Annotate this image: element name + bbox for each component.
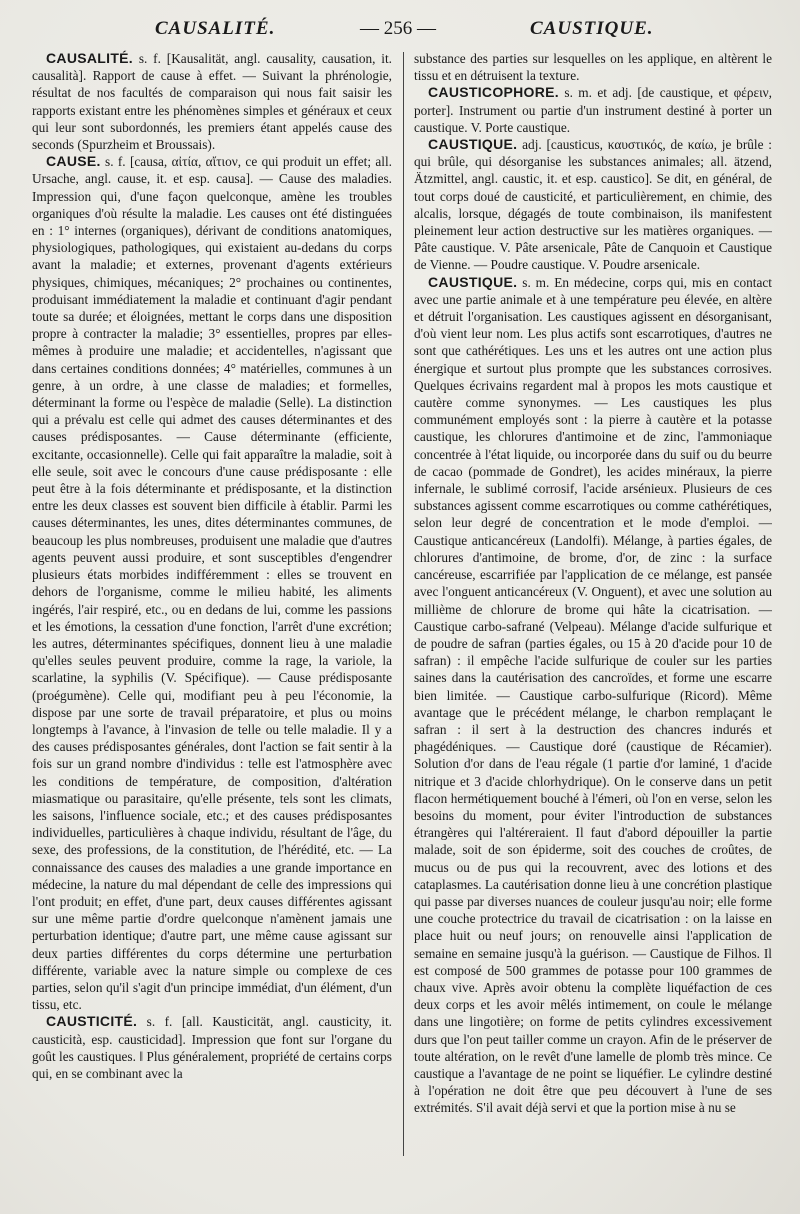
entry-text: s. m. En médecine, corps qui, mis en contact avec une partie animale et à une température peu élevée, en altère et détruit l'organisation. Les caustiques agissent en désorganisant, d'où vient leur nom. Les plus actifs sont escarrotiques, d'autres ne sont que cathérétiques. Les uns et les autres ont une action plus énergique et surtout plus prompte que les substances corrosives. Quelques écrivains regardent mal à propos les mots caustique et cautère comme synonymes. — Les caustiques les plus communément employés sont : la pierre à cautère et la potasse caustique, les chlorures d'antimoine et de zinc, l'ammoniaque concentrée à l'état liquide, ou incorporée dans du suif ou du beurre de cacao (pommade de Gondret), les acides minéraux, la pierre infernale, le sublimé corrosif, l'acide arsénieux. Plusieurs de ces substances agissent comme escarrotiques ou comme cathérétiques, selon leur degré de concentration et le mode d'emploi. — Caustique anticancéreux (Landolfi). Mélange, à parties égales, de chlorures d'antimoine, de brome, d'or, de zinc : la surface cancéreuse, escarrifiée par l'application de ce mélange, est pansée avec l'onguent anticancéreux (V. Onguent), et avec une solution au millième de chlorure de brome qui hâte la cicatrisation. — Caustique carbo-safrané (Velpeau). Mélange d'acide sulfurique et de poudre de safran (parties égales, ou 15 à 20 d'acide pour 10 de safran) : il empêche l'acide sulfurique de couler sur les parties saines dans la cautérisation des cancroïdes, et forme une escarre bien limitée. — Caustique carbo-sulfurique (Ricord). Même avantage que le précédent mélange, le charbon remplaçant le safran : il sert à la destruction des chancres indurés et phagédéniques. — Caustique doré (caustique de Récamier). Solution d'or dans de l'eau régale (1 partie d'or laminé, 1 d'acide nitrique et 3 d'acide chlorhydrique). On le conserve dans un petit flacon hermétiquement bouché à l'émeri, où l'on en verse, selon les besoins du moment, pour éviter l'introduction de substances étrangères qui l'altéreraient. Il faut d'abord dépouiller la partie malade, soit de son épiderme, soit des couches de croûtes, de mucus ou de pus qui la recouvrent, avec des lotions et des cataplasmes. La cautérisation donne lieu à une concrétion plastique qui passe par diverses nuances de couleur jusqu'au noir; elle forme une couche protectrice du travail de cicatrisation : on la laisse en place huit ou neuf jours; on renouvelle ainsi l'application de semaine en semaine jusqu'à la guérison. — Caustique de Filhos. Il est composé de 500 grammes de potasse pour 100 grammes de chaux vive. Après avoir obtenu la complète liquéfaction de ces deux corps et les avoir mêlés intimement, on coule le mélange dans une lingotière; on forme de petits cylindres excessivement durs que l'on peut tailler comme un crayon. Afin de le préserver de toute altération, on le revêt d'une lamelle de plomb très mince. Ce caustique a l'avantage de ne point se liquéfier. Le cylindre destiné à l'opération ne doit être que peu découvert à l'une de ses extrémités. S'il avait déjà servi et que la portion mise à nu se: [414, 274, 772, 1116]
column-divider: [403, 52, 404, 1156]
running-head-right: CAUSTIQUE.: [530, 18, 654, 39]
headword: CAUSTIQUE.: [428, 273, 518, 290]
entry-caustique-adj: [414, 136, 772, 274]
entry-text: s. f. [causa, αἰτία, αἴτιον, ce qui produit un effet; all. Ursache, angl. cause, it. et esp. causa]. — Cause des maladies. Impression qui, d'une façon quelconque, amène les troubles organiques d'où résulte la maladie. Les causes ont été distinguées en : 1° internes (organiques), dérivant de conditions anatomiques, physiologiques, pathologiques, qui existaient au-dedans du corps avant la maladie; et externes, provenant d'agents extérieurs physiques, chimiques, mécaniques; 2° prochaines ou continentes, produisant immédiatement la maladie et continuant d'agir pendant toute sa durée; et éloignées, mettant le corps dans une disposition propre à contracter la maladie; 3° essentielles, propres par elles-mêmes à produire une maladie; et accidentelles, n'agissant que dans certaines conditions données; 4° matérielles, communes à un genre, à un ordre, à une classe de maladies; et formelles, déterminant la forme ou l'espèce de maladie (Selle). La distinction qui a prévalu est celle qui admet des causes déterminantes et des causes prédisposantes. — Cause déterminante (efficiente, excitante, occasionnelle). Celle qui fait apparaître la maladie, soit à elle seule, soit avec le concours d'une cause prédisposante : elle peut être à la fois déterminante et prédisposante, et la distinction entre les deux classes est souvent bien difficile à établir. Parmi les causes déterminantes, les unes, dites déterminantes communes, de beaucoup les plus nombreuses, produisent une maladie que d'autres agents peuvent aussi produire, et sont susceptibles d'engendrer plusieurs états morbides indifféremment : elles se trouvent en dehors de l'organisme, comme le milieu habité, les aliments ingérés, l'air respiré, etc., ou en dedans de lui, comme les passions et les émotions, la cessation d'une fonction, l'arrêt d'une excrétion; les autres, déterminantes spécifiques, donnent lieu à une maladie qu'elles seules peuvent produire, comme la rage, la variole, la scarlatine, la syphilis (V. Spécifique). — Cause prédisposante (proégumène). Celle qui, modifiant peu à peu l'économie, la dispose par une sorte de travail préparatoire, et plus ou moins longtemps à l'avance, à l'invasion de telle ou telle maladie. Il y a des causes prédisposantes générales, dont l'action se fait sentir à la fois sur un grand nombre d'individus : telle est l'atmosphère avec les conditions de température, de composition, d'altération miasmatique ou parasitaire, qu'elle présente, tels sont les climats, les saisons, l'influence sociale, etc.; et des causes prédisposantes individuelles, particulières à chaque individu, résultant de l'âge, du sexe, des professions, de la constitution, de l'hérédité, etc. — La connaissance des causes des maladies a une grande importance en médecine, la nature du mal dépendant de celle des impressions qui l'ont produit; en effet, d'une part, deux causes différentes agissant sur une même partie d'ordre quelconque n'amènent jamais une perturbation identique; d'autre part, une même cause agissant sur deux parties différentes du corps détermine une perturbation différente, variable avec la nature simple ou complexe de ces parties, selon qu'il s'agit d'un principe immédiat, d'un élément, d'un tissu, etc.: [32, 154, 392, 1013]
headword: CAUSTICOPHORE.: [428, 84, 559, 101]
running-head-left: CAUSALITÉ.: [155, 18, 276, 39]
running-head: [30, 18, 770, 44]
entry-text: adj. [causticus, καυστικός, de καίω, je brûle : qui brûle, qui désorganise les substances animales; all. ätzend, Ätzmittel, angl. caustic, it. et esp. caustico]. Se dit, en général, de tout corps doué de causticité, et particulièrement, en chimie, des alcalis, lorsque, dégagés de toute combinaison, ils manifestent pleinement leur action destructive sur les matières organiques. — Pâte caustique. V. Pâte arsenicale, Pâte de Canquoin et Caustique de Vienne. — Poudre caustique. V. Poudre arsenicale.: [414, 137, 772, 273]
entry-causticophore: [414, 84, 772, 136]
entry-cause: [32, 153, 392, 1013]
entry-caustique-noun: [414, 274, 772, 1117]
entry-causticite: [32, 1013, 392, 1082]
entry-continuation: [414, 50, 772, 84]
left-column: [32, 50, 392, 1159]
page-number: — 256 —: [360, 18, 436, 39]
entry-causalite: [32, 50, 392, 153]
headword: CAUSTIQUE.: [428, 136, 518, 153]
headword: CAUSALITÉ.: [46, 50, 133, 66]
entry-text: substance des parties sur lesquelles on les applique, en altèrent le tissu et en détruisent la texture.: [414, 51, 772, 84]
entry-text: s. m. et adj. [de caustique, et φέρειν, porter]. Instrument ou partie d'un instrument destiné à porter un caustique. V. Porte caustique.: [414, 85, 772, 135]
right-column: [414, 50, 772, 1159]
headword: CAUSE.: [46, 153, 101, 170]
entry-text: s. f. [Kausalität, angl. causality, causation, it. causalità]. Rapport de cause à effet. — Suivant la phrénologie, résultat de nos facultés de comparaison qui nous fait saisir les rapports existant entre les phénomènes simples et généraux et ceux qui leur sont subordonnés, les premiers étant appelés cause des seconds (Spurzheim et Broussais).: [32, 51, 392, 153]
headword: CAUSTICITÉ.: [46, 1013, 138, 1030]
entry-text: s. f. [all. Kausticität, angl. causticity, it. causticità, esp. causticidad]. Impression que font sur l'organe du goût les caustiques. ‖ Plus généralement, propriété de certains corps qui, en se combinant avec la: [32, 1014, 392, 1081]
